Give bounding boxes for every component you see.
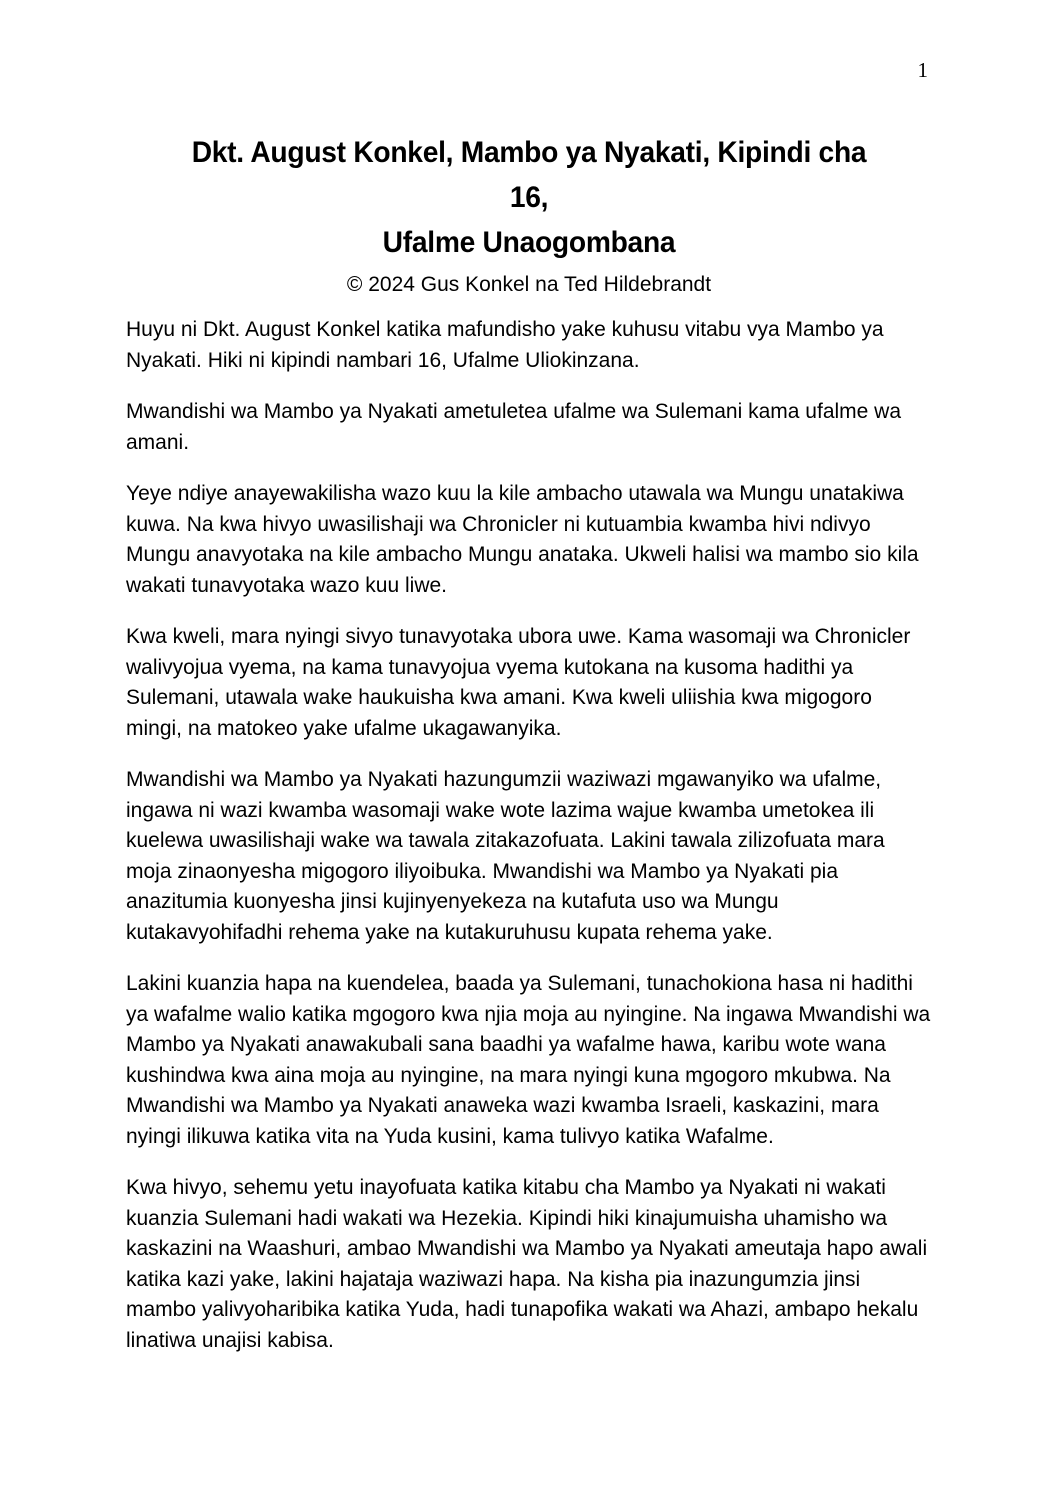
paragraph: Huyu ni Dkt. August Konkel katika mafundisho yake kuhusu vitabu vya Mambo ya Nyakati. Hiki ni kipindi nambari 16, Ufalme Uliokinzana.	[126, 318, 884, 372]
paragraph: Kwa kweli, mara nyingi sivyo tunavyotaka ubora uwe. Kama wasomaji wa Chronicler walivyojua vyema, na kama tunavyojua vyema kutokana na kusoma hadithi ya Sulemani, utawala wake haukuisha kwa amani. Kwa kweli uliishia kwa migogoro mingi, na matokeo yake ufalme ukagawanyika.	[126, 625, 911, 740]
page-number: 1	[917, 58, 928, 82]
document-body	[126, 315, 932, 1377]
paragraph: Lakini kuanzia hapa na kuendelea, baada ya Sulemani, tunachokiona hasa ni hadithi ya wafalme walio katika mgogoro kwa njia moja au nyingine. Na ingawa Mwandishi wa Mambo ya Nyakati anawakubali sana baadhi ya wafalme hawa, karibu wote wana kushindwa kwa aina moja au nyingine, na mara nyingi kuna mgogoro mkubwa. Na Mwandishi wa Mambo ya Nyakati anaweka wazi kwamba Israeli, kaskazini, mara nyingi ilikuwa katika vita na Yuda kusini, kama tulivyo katika Wafalme.	[126, 972, 931, 1148]
paragraph: Mwandishi wa Mambo ya Nyakati hazungumzii waziwazi mgawanyiko wa ufalme, ingawa ni wazi kwamba wasomaji wake wote lazima wajue kwamba umetokea ili kuelewa uwasilishaji wake wa tawala zitakazofuata. Lakini tawala zilizofuata mara moja zinaonyesha migogoro iliyoibuka. Mwandishi wa Mambo ya Nyakati pia anazitumia kuonyesha jinsi kujinyenyekeza na kutafuta uso wa Mungu kutakavyohifadhi rehema yake na kutakuruhusu kupata rehema yake.	[126, 768, 885, 944]
paragraph: Kwa hivyo, sehemu yetu inayofuata katika kitabu cha Mambo ya Nyakati ni wakati kuanzia Sulemani hadi wakati wa Hezekia. Kipindi hiki kinajumuisha uhamisho wa kaskazini na Waashuri, ambao Mwandishi wa Mambo ya Nyakati ameutaja hapo awali katika kazi yake, lakini hajataja waziwazi hapa. Na kisha pia inazungumzia jinsi mambo yalivyoharibika katika Yuda, hadi tunapofika wakati wa Ahazi, ambapo hekalu linatiwa unajisi kabisa.	[126, 1176, 928, 1352]
document-header	[126, 130, 932, 300]
document-title-line-1: Dkt. August Konkel, Mambo ya Nyakati, Kipindi cha	[191, 136, 867, 169]
paragraph: Mwandishi wa Mambo ya Nyakati ametuletea ufalme wa Sulemani kama ufalme wa amani.	[126, 400, 902, 454]
document-title-line-2: 16,	[509, 181, 549, 214]
paragraph: Yeye ndiye anayewakilisha wazo kuu la kile ambacho utawala wa Mungu unatakiwa kuwa. Na kwa hivyo uwasilishaji wa Chronicler ni kutuambia kwamba hivi ndivyo Mungu anavyotaka na kile ambacho Mungu anataka. Ukweli halisi wa mambo sio kila wakati tunavyotaka wazo kuu liwe.	[126, 482, 919, 597]
copyright-line: © 2024 Gus Konkel na Ted Hildebrandt	[346, 273, 712, 296]
document-title-line-3: Ufalme Unaogombana	[382, 226, 676, 259]
